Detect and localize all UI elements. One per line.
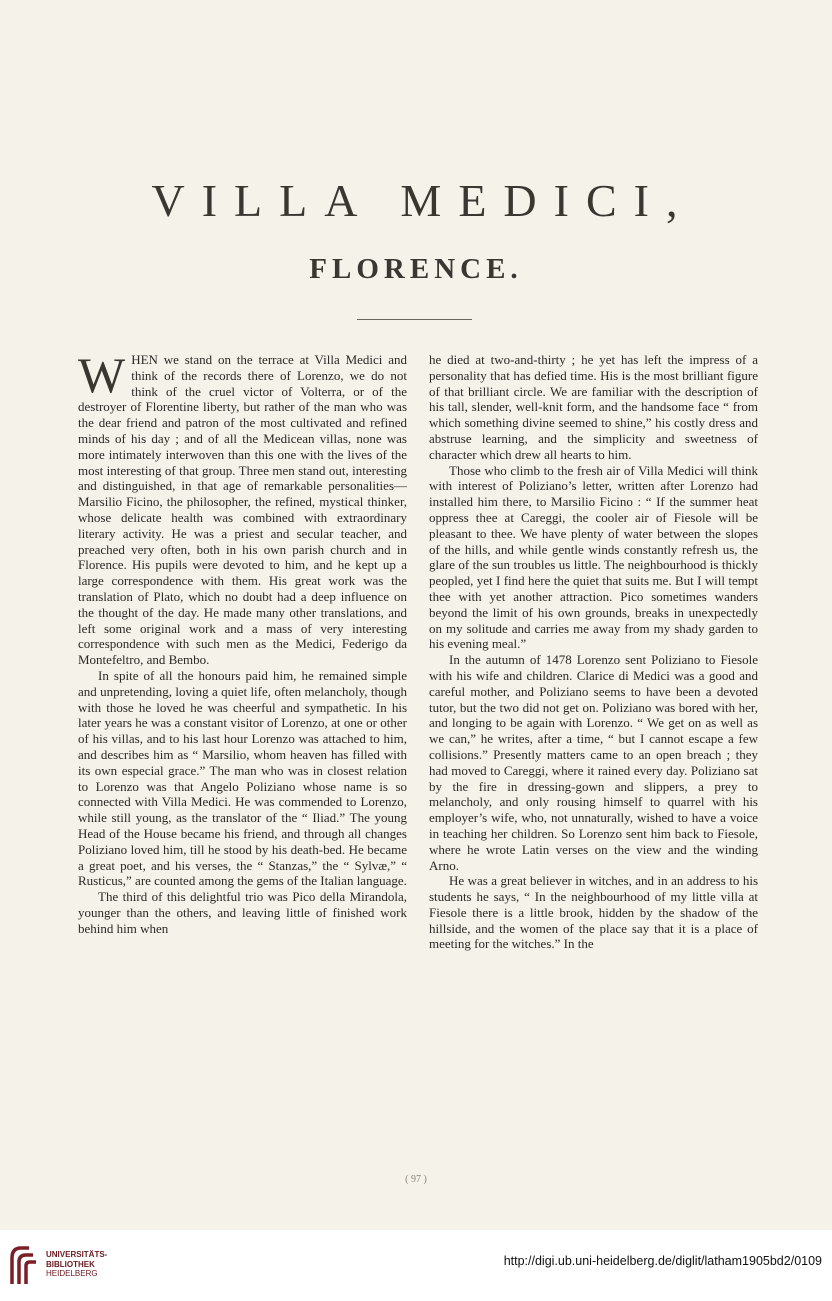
left-column: [78, 347, 407, 936]
library-name-line: BIBLIOTHEK: [46, 1259, 95, 1269]
paragraph: In spite of all the honours paid him, he remained simple and unpretending, loving a quiet life, often melancholy, though with those he loved he was cheerful and sympathetic. In his later years he was a constant visitor of Lorenzo, at one or other of his villas, and to his last hour Lorenzo was attached to him, and describes him as “ Marsilio, whom heaven has filled with its own especial grace.” The man who was in closest relation to Lorenzo was that Angelo Poliziano whose name is so connected with Villa Medici. He was commended to Lorenzo, while still young, as the translator of the “ Iliad.” The young Head of the House became his friend, and through all changes Poliziano loved him, till he stood by his death-bed. He became a great poet, and his verses, the “ Stanzas,” the “ Sylvæ,” “ Rusticus,” are counted among the gems of the Italian language.: [78, 667, 407, 889]
title-divider: [357, 319, 472, 320]
paragraph: In the autumn of 1478 Lorenzo sent Poliziano to Fiesole with his wife and children. Clarice di Medici was a good and careful mother, and Poliziano seems to have been a devoted tutor, but the two did not get on. Poliziano was bored with her, and longing to be again with Lorenzo. “ We get on as well as we can,” he writes, after a time, “ but I cannot escape a few collisions.” Presently matters came to an open breach ; they had moved to Careggi, where it rained every day. Poliziano sat by the fire in dressing-gown and slippers, a prey to melancholy, and only rousing himself to quarrel with his employer’s wife, who, not unnaturally, wished to have a voice in teaching her children. So Lorenzo sent him back to Fiesole, where he wrote Latin verses on the view and the winding Arno.: [429, 652, 758, 873]
page-number: ( 97 ): [405, 1174, 427, 1185]
permalink-url[interactable]: http://digi.ub.uni-heidelberg.de/diglit/latham1905bd2/0109: [503, 1254, 822, 1268]
library-logo-icon: [9, 1244, 39, 1286]
drop-cap: W: [78, 347, 126, 403]
viewer-footer: [0, 1230, 832, 1301]
right-column: [429, 352, 758, 952]
library-name-line: HEIDELBERG: [46, 1269, 98, 1278]
paragraph: he died at two-and-thirty ; he yet has left the impress of a personality that has defied time. His is the most brilliant figure of that brilliant circle. We are familiar with the description of his tall, slender, well-knit form, and the handsome face “ from which something divine seemed to shine,” his costly dress and abstruse learning, and the simplicity and sweetness of character which drew all hearts to him.: [429, 352, 758, 462]
paragraph: Those who climb to the fresh air of Villa Medici will think with interest of Poliziano’s letter, written after Lorenzo had installed him there, to Marsilio Ficino : “ If the summer heat oppress thee at Careggi, the cooler air of Fiesole will be pleasant to thee. We have plenty of water between the slopes of the hills, and while gentle winds constantly refresh us, the glare of the sun troubles us little. The neighbourhood is thickly peopled, yet I find here the quiet that suits me. But I will tempt thee with yet another attraction. Pico sometimes wanders beyond the limit of his own grounds, breaks in unexpectedly on my solitude and carries me away from my shady garden to his evening meal.”: [429, 462, 758, 652]
article-title: VILLA MEDICI,: [151, 175, 695, 226]
paragraph: The third of this delightful trio was Pico della Mirandola, younger than the others, and leaving little of finished work behind him when: [78, 889, 407, 936]
library-name: [46, 1250, 107, 1279]
paragraph-text: HEN we stand on the terrace at Villa Medici and think of the records there of Lorenzo, we do not think of the cruel victor of Volterra, or of the destroyer of Florentine liberty, but rather of the man who was the dear friend and patron of the most cultivated and refined minds of his day ; and of all the Medicean villas, none was more intimately interwoven than this one with the lives of the most interesting of that group. Three men stand out, interesting and distinguished, in that age of remarkable personalities—Marsilio Ficino, the philosopher, the refined, mystical thinker, whose delicate health was combined with extraordinary literary activity. He was a priest and secular teacher, and preached very often, both in his own parish church and in Florence. His pupils were devoted to him, and he kept up a large correspondence with them. His great work was the translation of Plato, which no doubt had a deep influence on the thought of the day. He made many other translations, and left some original work and a mass of very interesting correspondence with such men as the Medici, Federigo da Montefeltro, and Bembo.: [78, 352, 407, 668]
paragraph: He was a great believer in witches, and in an address to his students he says, “ In the neighbourhood of my little villa at Fiesole there is a little brook, hidden by the shadow of the hillside, and the women of the place say that it is a place of meeting for the witches.” In the: [429, 873, 758, 952]
paragraph: [78, 347, 407, 668]
library-name-line: UNIVERSITÄTS-: [46, 1250, 108, 1259]
article-subtitle: FLORENCE.: [309, 253, 523, 285]
